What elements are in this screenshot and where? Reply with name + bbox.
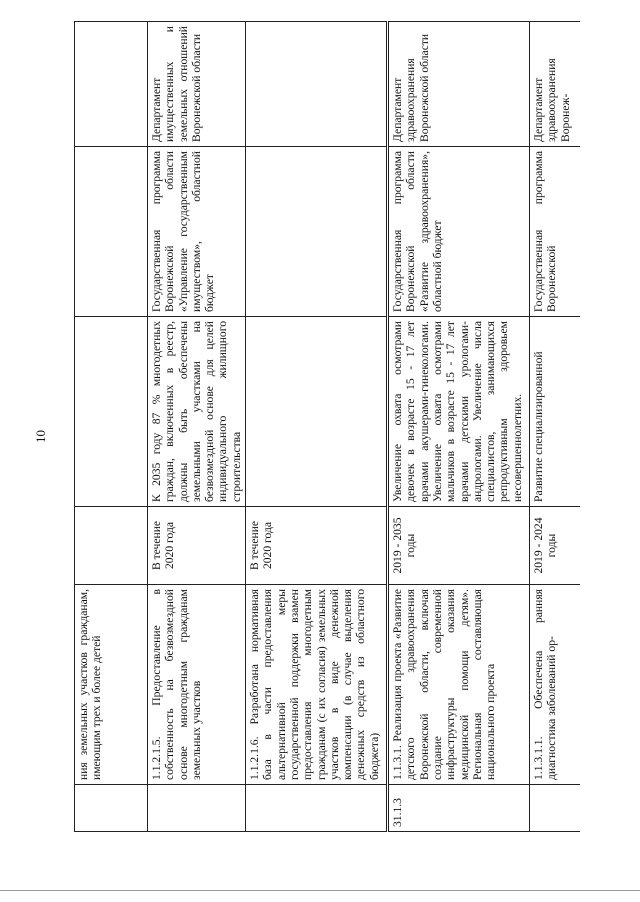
row-id-cell	[530, 785, 580, 832]
activity-cell: 1.1.3.1. Реализация проекта «Развитие детского здравоохранения Воронежской области, включая создание современной инфраструктуры оказания медицинской помощи детям». Региональная составляющая национального проекта	[388, 585, 530, 785]
activity-cell: ния земельных участков гражданам, имеющим трех и более детей	[75, 585, 148, 785]
executor-cell	[75, 22, 148, 147]
executor-cell: Департамент здравоохранения Воронеж-	[530, 22, 580, 147]
period-cell: В течение 2020 года	[148, 507, 246, 585]
program-cell: Государственная программа Воронежской области «Управление государственным имуществом», областной бюджет	[148, 147, 246, 317]
row-id-cell	[148, 785, 246, 832]
result-cell: К 2035 году 87 % многодетных граждан, включенных в реестр, должны быть обеспечены земельными участками на безвозмездной основе для целей индивидуального жилищного строительства	[148, 317, 246, 507]
period-cell: В течение 2020 года	[246, 507, 388, 585]
table-row	[75, 22, 148, 832]
row-id-cell	[246, 785, 388, 832]
executor-cell	[246, 22, 388, 147]
result-cell	[246, 317, 388, 507]
result-cell: Увеличение охвата осмотрами девочек в возрасте 15 - 17 лет врачами акушерами-гинекологами. Увеличение охвата осмотрами мальчиков в возрасте 15 - 17 лет врачами детскими урологами-андрологами. Увеличение числа специалистов, занимающихся репродуктивным здоровьем несовершеннолетних.	[388, 317, 530, 507]
period-cell: 2019 - 2035 годы	[388, 507, 530, 585]
period-cell: 2019 - 2024 годы	[530, 507, 580, 585]
table-row	[246, 22, 388, 832]
activity-cell: 1.1.2.1.5. Предоставление в собственность на безвозмездной основе многодетным гражданам земельных участков	[148, 585, 246, 785]
program-cell	[246, 147, 388, 317]
activity-cell: 1.1.2.1.6. Разработана нормативная база в части предоставления альтернативной меры государственной поддержки взамен предоставления многодетным гражданам (с их согласия) земельных участков в виде денежной компенсации (в случае выделения денежных средств из областного бюджета)	[246, 585, 388, 785]
table-row	[388, 22, 530, 832]
rotated-table-page	[74, 22, 572, 832]
program-cell: Государственная программа Воронежской	[530, 147, 580, 317]
program-cell	[75, 147, 148, 317]
program-cell: Государственная программа Воронежской области «Развитие здравоохранения», областной бюджет	[388, 147, 530, 317]
program-measures-table	[74, 21, 580, 832]
table-row	[530, 22, 580, 832]
activity-cell: 1.1.3.1.1. Обеспечена ранняя диагностика заболеваний ор-	[530, 585, 580, 785]
period-cell	[75, 507, 148, 585]
table-row	[148, 22, 246, 832]
executor-cell: Департамент имущественных и земельных отношений Воронежской области	[148, 22, 246, 147]
row-id-cell	[75, 785, 148, 832]
row-id-cell: 31.1.3	[388, 785, 530, 832]
result-cell: Развитие специализированной	[530, 317, 580, 507]
executor-cell: Департамент здравоохранения Воронежской области	[388, 22, 530, 147]
result-cell	[75, 317, 148, 507]
page-bottom-line	[0, 890, 640, 891]
page-number: 10	[33, 430, 48, 443]
